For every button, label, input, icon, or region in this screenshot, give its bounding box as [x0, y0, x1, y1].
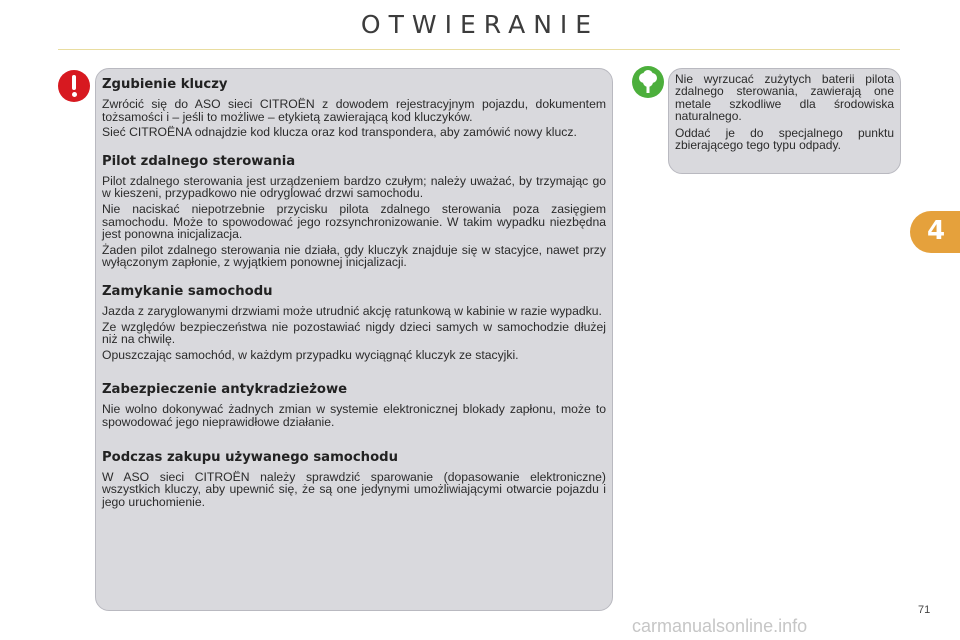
- chapter-tab: [910, 211, 960, 253]
- exclamation-icon: [58, 70, 90, 102]
- section-lost-keys: [102, 77, 606, 139]
- watermark: carmanualsonline.info: [632, 616, 808, 636]
- paragraph: Sieć CITROËNA odnajdzie kod klucza oraz kod transpondera, aby zamówić nowy klucz.: [102, 125, 577, 140]
- paragraph: Opuszczając samochód, w każdym przypadku wyciągnąć kluczyk ze stacyjki.: [102, 347, 519, 362]
- paragraph: Zwrócić się do ASO sieci CITROËN z dowodem rejestracyjnym pojazdu, dokumentem tożsamości i – jeśli to możliwe – etykietą zawierającą kod kluczyków.: [102, 97, 606, 124]
- paragraph: Nie naciskać niepotrzebnie przycisku pilota zdalnego sterowania poza zasięgiem samochodu. Może to spowodować jego rozsynchronizowanie. W takim wypadku niezbędna jest ponowna inicjalizacja.: [102, 201, 606, 242]
- eco-note-box: [668, 68, 901, 174]
- section-heading: Zgubienie kluczy: [102, 77, 228, 92]
- title-divider: [58, 49, 900, 50]
- section-anti-theft: [102, 382, 606, 428]
- section-remote-control: [102, 154, 606, 269]
- page-title: OTWIERANIE: [360, 10, 600, 39]
- paragraph: Nie wyrzucać zużytych baterii pilota zdalnego sterowania, zawierają one metale szkodliwe dla środowiska naturalnego.: [675, 72, 894, 124]
- paragraph: Nie wolno dokonywać żadnych zmian w systemie elektronicznej blokady zapłonu, może to spowodować jego nieprawidłowe działanie.: [102, 402, 606, 429]
- section-heading: Zabezpieczenie antykradzieżowe: [102, 382, 348, 398]
- tree-icon: [632, 66, 664, 98]
- section-heading: Pilot zdalnego sterowania: [102, 153, 296, 169]
- section-locking: [102, 284, 606, 361]
- paragraph: Pilot zdalnego sterowania jest urządzeniem bardzo czułym; należy uważać, by trzymając go w kieszeni, przypadkowo nie odryglować drzwi samochodu.: [102, 173, 606, 201]
- paragraph: Oddać je do specjalnego punktu zbierającego tego typu odpady.: [675, 125, 894, 153]
- paragraph: Żaden pilot zdalnego sterowania nie działa, gdy kluczyk znajduje się w stacyjce, nawet przy wyłączonym zapłonie, z wyjątkiem ponownej inicjalizacji.: [102, 242, 606, 270]
- paragraph: Ze względów bezpieczeństwa nie pozostawiać nigdy dzieci samych w samochodzie dłużej niż na chwilę.: [102, 319, 606, 347]
- warning-box: [95, 68, 613, 611]
- paragraph: W ASO sieci CITROËN należy sprawdzić sparowanie (dopasowanie elektroniczne) wszystkich kluczy, aby upewnić się, że są one jedynymi umożliwiającymi otwarcie pojazdu i jego uruchomienie.: [102, 469, 606, 509]
- section-used-car: [102, 450, 606, 509]
- paragraph: Jazda z zaryglowanymi drzwiami może utrudnić akcję ratunkową w kabinie w razie wypadku.: [102, 303, 602, 318]
- page-number: 71: [918, 604, 931, 616]
- section-heading: Zamykanie samochodu: [102, 283, 273, 299]
- chapter-number: 4: [927, 216, 946, 246]
- section-heading: Podczas zakupu używanego samochodu: [102, 449, 398, 465]
